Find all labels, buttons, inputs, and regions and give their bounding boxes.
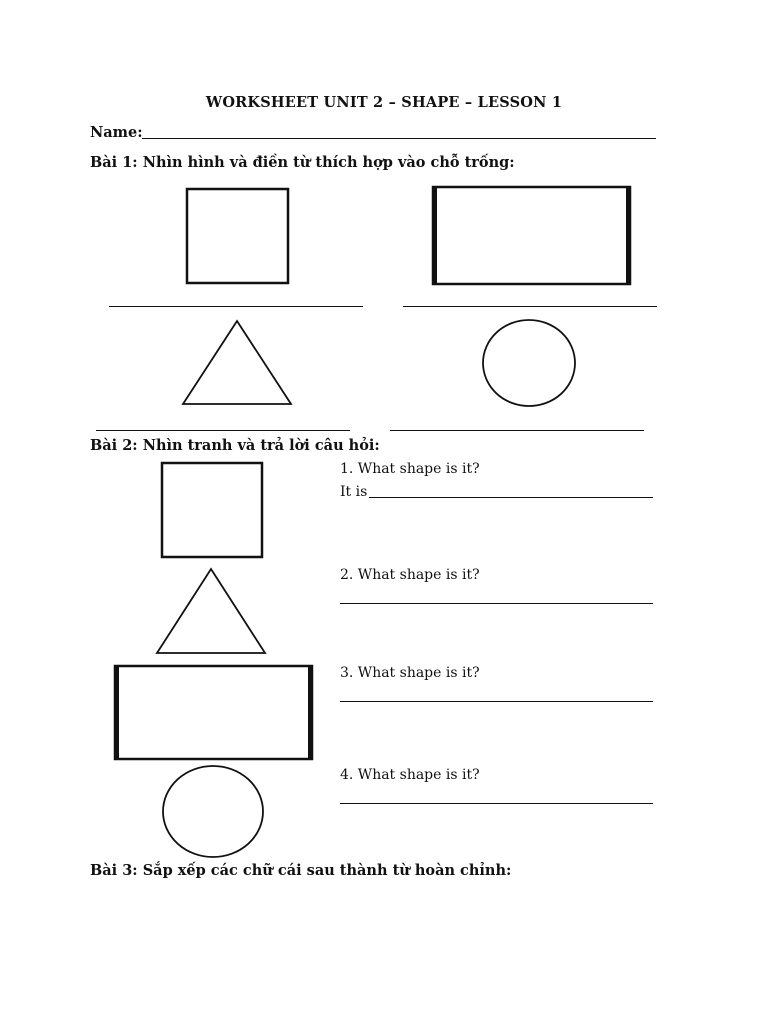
answer-line-square[interactable]	[109, 306, 363, 307]
circle-icon	[160, 763, 266, 860]
answer-line-triangle[interactable]	[96, 430, 350, 431]
exercise2-heading: Bài 2: Nhìn tranh và trả lời câu hỏi:	[90, 437, 380, 454]
answer-line-2[interactable]	[340, 603, 653, 604]
square-icon	[184, 186, 292, 286]
question-2: 2. What shape is it?	[340, 567, 480, 583]
question-3: 3. What shape is it?	[340, 665, 480, 681]
question-1: 1. What shape is it?	[340, 461, 480, 477]
answer-line-3[interactable]	[340, 701, 653, 702]
rectangle-icon	[113, 664, 316, 762]
square-icon	[159, 460, 266, 560]
name-label: Name:	[90, 124, 143, 141]
name-blank-line[interactable]	[142, 138, 656, 139]
answer-line-4[interactable]	[340, 803, 653, 804]
triangle-icon	[154, 566, 268, 657]
circle-icon	[479, 317, 579, 409]
rectangle-icon	[431, 185, 634, 288]
exercise1-heading: Bài 1: Nhìn hình và điền từ thích hợp vào chỗ trống:	[90, 154, 515, 171]
answer-prefix-1: It is	[340, 484, 368, 500]
answer-line-1[interactable]	[369, 497, 653, 498]
answer-line-rectangle[interactable]	[403, 306, 657, 307]
exercise3-heading: Bài 3: Sắp xếp các chữ cái sau thành từ hoàn chỉnh:	[90, 862, 512, 879]
answer-line-circle[interactable]	[390, 430, 644, 431]
question-4: 4. What shape is it?	[340, 767, 480, 783]
triangle-icon	[180, 318, 294, 408]
worksheet-title: WORKSHEET UNIT 2 – SHAPE – LESSON 1	[205, 94, 563, 111]
